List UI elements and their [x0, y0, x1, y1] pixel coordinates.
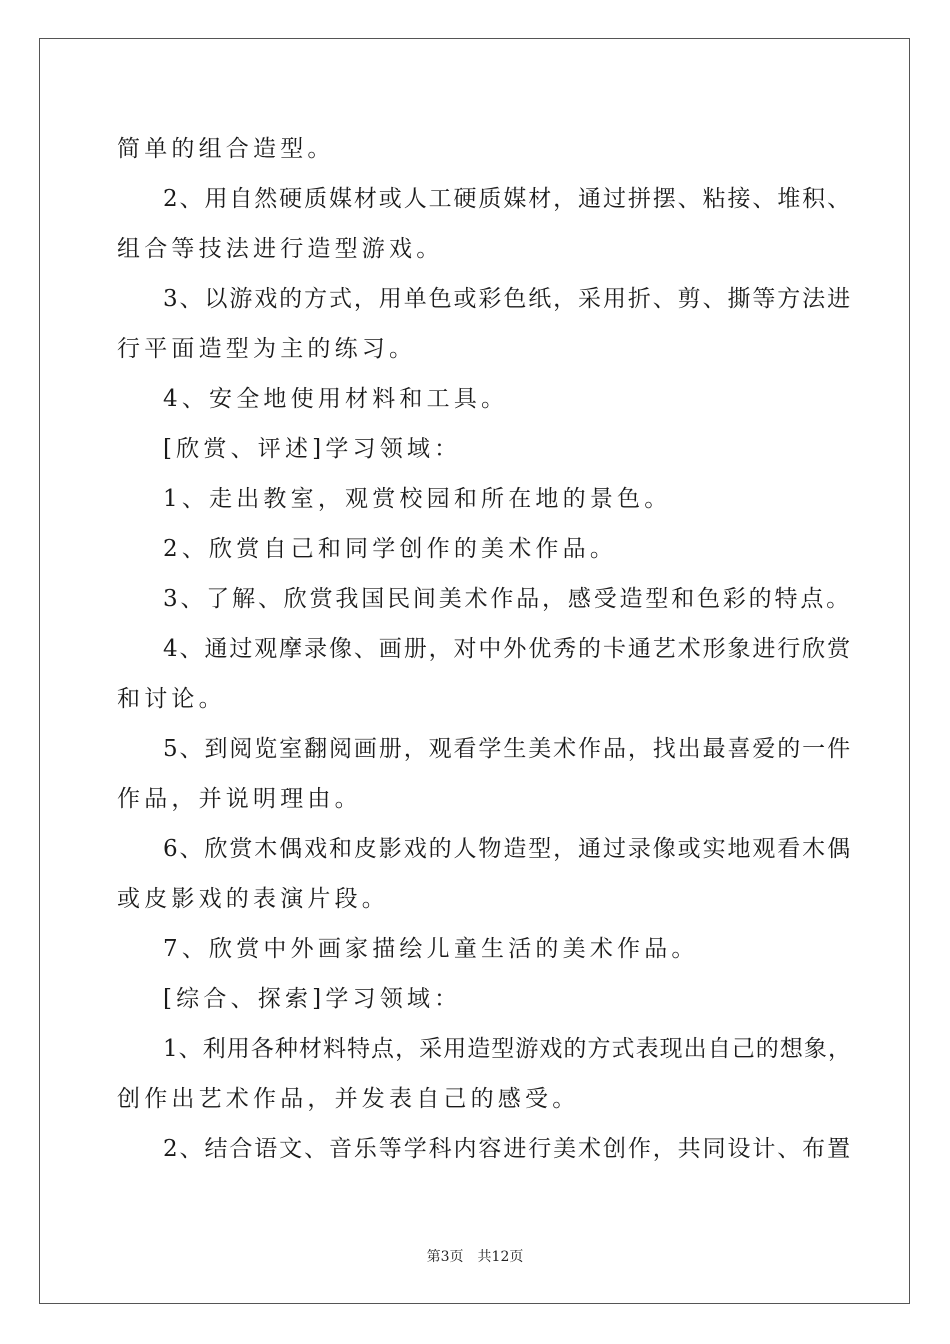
section-heading: [欣赏、评述]学习领域：	[163, 436, 462, 462]
text-line: 3、了解、欣赏我国民间美术作品，感受造型和色彩的特点。	[163, 586, 852, 612]
text-line: 1、利用各种材料特点，采用造型游戏的方式表现出自己的想象，	[163, 1036, 852, 1062]
text-line: 4、安全地使用材料和工具。	[163, 386, 509, 412]
text-line: 作品，并说明理由。	[117, 786, 362, 812]
text-line: 或皮影戏的表演片段。	[117, 886, 389, 912]
page-border	[39, 38, 910, 1304]
page-total: 共12页	[477, 1249, 524, 1265]
page-footer	[0, 1248, 950, 1266]
text-line: 3、以游戏的方式，用单色或彩色纸，采用折、剪、撕等方法进	[163, 286, 852, 312]
page-number: 第3页	[426, 1249, 464, 1265]
text-line: 2、欣赏自己和同学创作的美术作品。	[163, 536, 618, 562]
text-line: 5、到阅览室翻阅画册，观看学生美术作品，找出最喜爱的一件	[163, 736, 852, 762]
text-line: 组合等技法进行造型游戏。	[117, 236, 444, 262]
text-line: 创作出艺术作品，并发表自己的感受。	[117, 1086, 580, 1112]
section-heading: [综合、探索]学习领域：	[163, 986, 462, 1012]
text-line: 7、欣赏中外画家描绘儿童生活的美术作品。	[163, 936, 699, 962]
text-line: 行平面造型为主的练习。	[117, 336, 417, 362]
text-line: 6、欣赏木偶戏和皮影戏的人物造型，通过录像或实地观看木偶	[163, 836, 852, 862]
text-line: 4、通过观摩录像、画册，对中外优秀的卡通艺术形象进行欣赏	[163, 636, 852, 662]
text-line: 简单的组合造型。	[117, 136, 335, 162]
text-line: 和讨论。	[117, 686, 226, 712]
text-line: 2、结合语文、音乐等学科内容进行美术创作，共同设计、布置	[163, 1136, 852, 1162]
text-line: 2、用自然硬质媒材或人工硬质媒材，通过拼摆、粘接、堆积、	[163, 186, 852, 212]
text-line: 1、走出教室，观赏校园和所在地的景色。	[163, 486, 672, 512]
